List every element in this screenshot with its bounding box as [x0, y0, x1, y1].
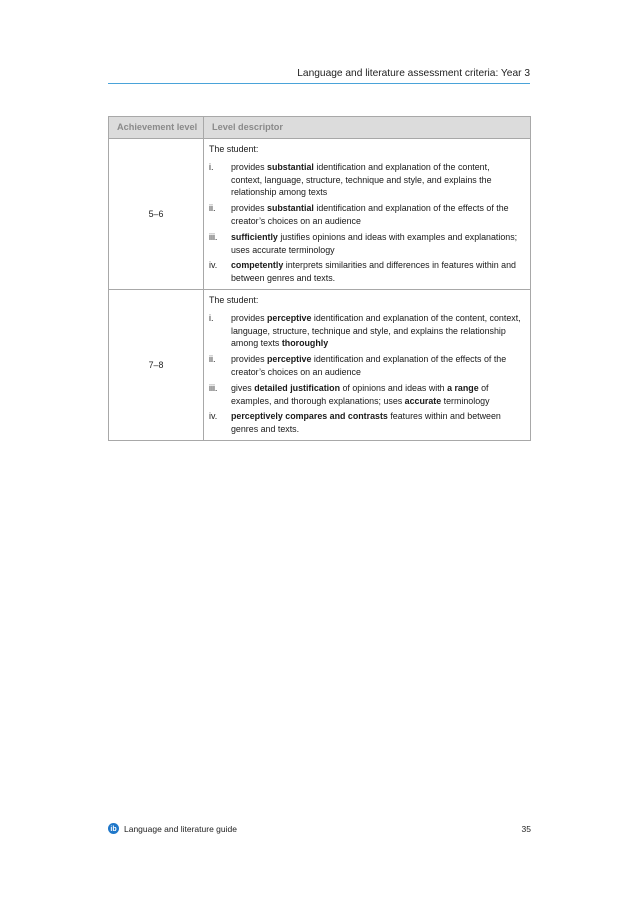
- descriptor-item-number: i.: [209, 161, 214, 172]
- descriptor-item: [209, 382, 522, 408]
- plain-text: gives: [231, 382, 255, 393]
- descriptor-item-number: iv.: [209, 411, 218, 422]
- header-rule: [108, 83, 530, 84]
- descriptor-item-text: [231, 353, 522, 379]
- descriptor-item-text: [231, 231, 522, 257]
- emphasis-text: accurate: [404, 395, 442, 406]
- plain-text: provides: [231, 354, 268, 365]
- descriptor-item-number: ii.: [209, 203, 216, 214]
- emphasis-text: perceptive: [267, 312, 312, 323]
- table-body: [109, 139, 531, 441]
- descriptor-item-number: i.: [209, 312, 214, 323]
- emphasis-text: thoroughly: [281, 338, 329, 349]
- emphasis-text: perceptive: [267, 354, 312, 365]
- descriptor-item: [209, 202, 522, 228]
- column-header-achievement-level: Achievement level: [109, 117, 204, 139]
- descriptor-item-text: [231, 312, 522, 350]
- plain-text: identification and explanation of the effects of the creator’s choices on an audience: [231, 354, 507, 377]
- ib-logo-icon: [108, 823, 119, 834]
- emphasis-text: detailed justification: [254, 382, 340, 393]
- plain-text: provides: [231, 161, 268, 172]
- descriptor-item-number: iii.: [209, 231, 218, 242]
- descriptor-item-text: [231, 382, 522, 408]
- emphasis-text: substantial: [267, 161, 314, 172]
- descriptor-item-text: [231, 202, 522, 228]
- table-row: [109, 289, 531, 440]
- plain-text: of examples, and thorough explanations; uses: [231, 382, 489, 406]
- descriptor-item: [209, 410, 522, 436]
- plain-text: provides: [231, 312, 268, 323]
- descriptor-item: [209, 161, 522, 199]
- emphasis-text: competently: [231, 260, 284, 271]
- assessment-criteria-table: [108, 116, 531, 441]
- plain-text: provides: [231, 203, 268, 214]
- emphasis-text: perceptively compares and contrasts: [231, 411, 388, 422]
- emphasis-text: a range: [447, 382, 479, 393]
- descriptor-item: [209, 259, 522, 285]
- plain-text: identification and explanation of the effects of the creator’s choices on an audience: [231, 203, 509, 226]
- descriptor-intro: The student:: [209, 144, 259, 154]
- descriptor-item-number: ii.: [209, 354, 216, 365]
- descriptor-intro: The student:: [209, 294, 259, 305]
- footer-guide-title: Language and literature guide: [124, 824, 237, 834]
- plain-text: features within and between genres and texts.: [231, 411, 501, 435]
- descriptor-item: [209, 312, 522, 350]
- table-header-row: [109, 117, 531, 139]
- descriptor-item-number: iv.: [209, 260, 218, 271]
- plain-text: identification and explanation of the content, context, language, structure, technique and style, and explains the relationship among texts: [231, 161, 492, 198]
- table-row: [109, 139, 531, 290]
- descriptor-item-text: [231, 410, 522, 436]
- plain-text: interprets similarities and differences in features within and between genres and texts.: [231, 260, 516, 284]
- plain-text: of opinions and ideas with: [340, 382, 448, 393]
- emphasis-text: sufficiently: [231, 231, 278, 242]
- level-descriptor-cell: [204, 289, 531, 440]
- page-header-title: Language and literature assessment criteria: Year 3: [297, 68, 530, 79]
- svg-text:ib: ib: [110, 826, 117, 834]
- achievement-level-cell: 5–6: [109, 139, 204, 290]
- descriptor-item-text: [231, 259, 522, 285]
- plain-text: justifies opinions and ideas with examples and explanations; uses accurate terminology: [231, 231, 518, 255]
- achievement-level-cell: 7–8: [109, 289, 204, 440]
- descriptor-item: [209, 231, 522, 257]
- descriptor-item: [209, 353, 522, 379]
- emphasis-text: substantial: [267, 203, 314, 214]
- page-number: 35: [521, 824, 531, 834]
- plain-text: terminology: [441, 395, 490, 406]
- descriptor-item-text: [231, 161, 522, 199]
- level-descriptor-cell: [204, 139, 531, 290]
- descriptor-item-number: iii.: [209, 382, 218, 393]
- plain-text: identification and explanation of the content, context, language, structure, technique and style, and explains the relationship among texts: [231, 312, 521, 349]
- column-header-level-descriptor: Level descriptor: [204, 117, 531, 139]
